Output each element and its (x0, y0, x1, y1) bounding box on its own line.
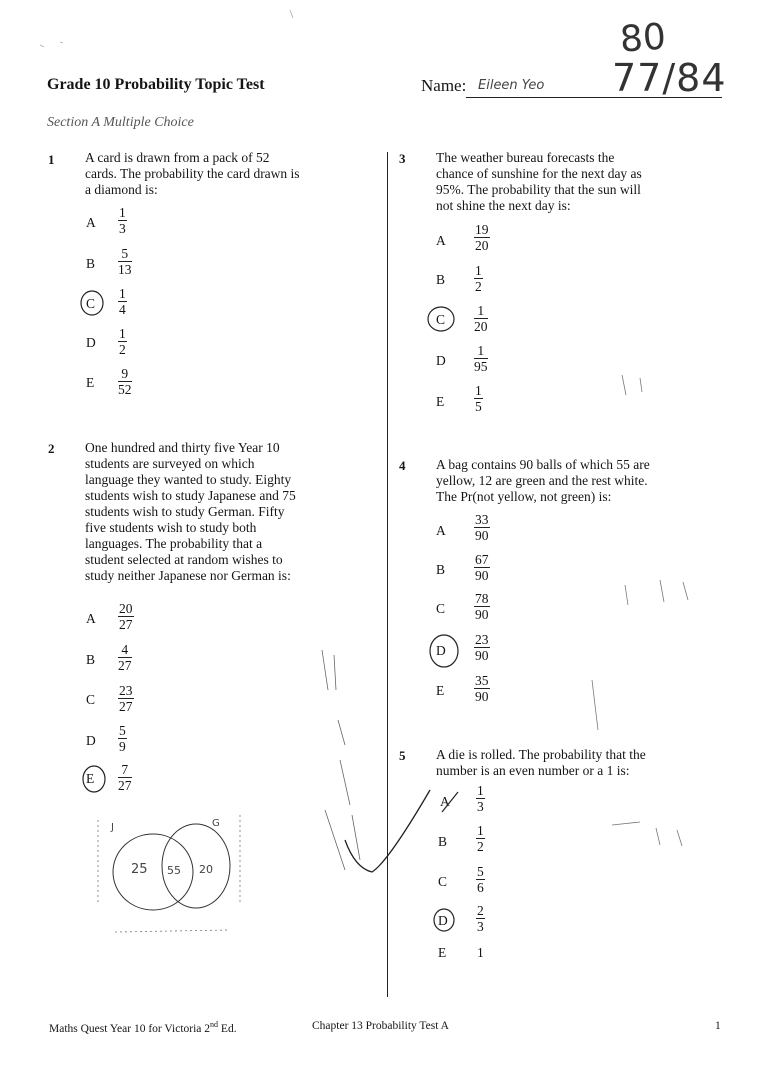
q3-option-a-letter[interactable]: A (436, 233, 446, 248)
q4-option-d-fraction: $\frac{23}{90}$ (475, 632, 489, 663)
q5-option-a-fraction: $\frac{1}{3}$ (477, 783, 484, 814)
score-main: 77/84 (612, 56, 727, 100)
scribble-q4-work (592, 580, 688, 730)
section-heading: Section A Multiple Choice (47, 115, 194, 130)
q5-option-b-fraction: $\frac{1}{2}$ (477, 823, 484, 854)
question-3-number: 3 (399, 151, 406, 166)
q3-option-c-letter[interactable]: C (436, 312, 446, 327)
student-name: Eileen Yeo (478, 78, 545, 93)
q1-option-d-letter[interactable]: D (86, 335, 96, 350)
q3-option-b-fraction: $\frac{1}{2}$ (475, 263, 482, 294)
q4-option-e-letter[interactable]: E (436, 683, 445, 698)
scribble-q2-work (322, 650, 360, 870)
q2-option-a-fraction: $\frac{20}{27}$ (119, 601, 133, 632)
name-label: Name: (421, 76, 467, 95)
q2-option-c-letter[interactable]: C (86, 692, 96, 707)
question-4-text: A bag contains 90 balls of which 55 are yellow, 12 are green and the rest white. The Pr(not yellow, not green) is: (436, 457, 650, 504)
question-3-text: The weather bureau forecasts the chance of sunshine for the next day as 95%. The probability that the sun will not shine the next day is: (436, 150, 642, 213)
q5-option-b-letter[interactable]: B (438, 834, 448, 849)
q3-option-d-letter[interactable]: D (436, 353, 446, 368)
option-a-strike (442, 792, 458, 812)
question-2-number: 2 (48, 441, 55, 456)
venn-circle-left (113, 834, 193, 910)
question-1-text: A card is drawn from a pack of 52 cards. The probability the card drawn is a diamond is: (85, 150, 300, 197)
footer-book: Maths Quest Year 10 for Victoria 2nd Ed. (49, 1020, 237, 1035)
q4-option-b-fraction: $\frac{67}{90}$ (475, 552, 489, 583)
scribble-q5-work (612, 822, 682, 846)
q2-option-b-letter[interactable]: B (86, 652, 96, 667)
question-5-number: 5 (399, 748, 406, 763)
q2-answer-circle (83, 766, 105, 792)
q2-option-d-letter[interactable]: D (86, 733, 96, 748)
q4-option-a-fraction: $\frac{33}{90}$ (475, 512, 489, 543)
footer-chapter: Chapter 13 Probability Test A (312, 1020, 449, 1032)
venn-left-value: 25 (131, 862, 148, 877)
venn-right-label: G (212, 818, 220, 829)
score-top: 80 (618, 16, 668, 61)
q1-answer-circle (81, 291, 103, 315)
venn-left-label: J (111, 822, 114, 833)
q5-option-c-fraction: $\frac{5}{6}$ (477, 864, 484, 895)
test-title: Grade 10 Probability Topic Test (47, 76, 265, 93)
q2-option-e-fraction: $\frac{7}{27}$ (118, 762, 132, 793)
q1-option-a-letter[interactable]: A (86, 215, 96, 230)
venn-middle-value: 55 (167, 864, 181, 877)
q5-option-e-value: 1 (477, 945, 484, 960)
q3-option-b-letter[interactable]: B (436, 272, 446, 287)
q5-option-d-fraction: $\frac{2}{3}$ (477, 903, 484, 934)
q1-option-a-fraction: $\frac{1}{3}$ (119, 205, 126, 236)
venn-box (98, 815, 240, 932)
q2-option-c-fraction: $\frac{23}{27}$ (119, 683, 133, 714)
q4-option-e-fraction: $\frac{35}{90}$ (475, 673, 489, 704)
question-5-text: A die is rolled. The probability that the number is an even number or a 1 is: (436, 747, 646, 778)
question-2-text: One hundred and thirty five Year 10 students are surveyed on which language they wanted to study. Eighty students wish to study Japanese and 75 students wish to study German. Fifty five students wish to study both languages. The probability that a student selected at random wishes to study neither Japanese nor German is: (85, 440, 296, 583)
q2-option-b-fraction: $\frac{4}{27}$ (118, 642, 132, 673)
venn-circle-right (162, 824, 230, 908)
q1-option-e-letter[interactable]: E (86, 375, 95, 390)
q4-option-c-fraction: $\frac{78}{90}$ (475, 591, 489, 622)
q1-option-b-letter[interactable]: B (86, 256, 96, 271)
q2-option-a-letter[interactable]: A (86, 611, 96, 626)
question-1-number: 1 (48, 152, 55, 167)
q4-option-b-letter[interactable]: B (436, 562, 446, 577)
q3-answer-circle (428, 307, 454, 331)
footer-page-number: 1 (715, 1020, 721, 1032)
q3-option-c-fraction: $\frac{1}{20}$ (474, 303, 488, 334)
q1-option-c-fraction: $\frac{1}{4}$ (119, 286, 126, 317)
q5-answer-circle (434, 909, 454, 931)
q5-option-a-letter[interactable]: A (440, 794, 450, 809)
q5-option-e-letter[interactable]: E (438, 945, 447, 960)
q2-option-d-fraction: $\frac{5}{9}$ (119, 723, 126, 754)
venn-right-value: 20 (199, 863, 213, 876)
q1-option-e-fraction: $\frac{9}{52}$ (118, 366, 132, 397)
q5-option-d-letter[interactable]: D (438, 913, 448, 928)
q1-option-c-letter[interactable]: C (86, 296, 96, 311)
q5-option-c-letter[interactable]: C (438, 874, 448, 889)
q4-option-a-letter[interactable]: A (436, 523, 446, 538)
q1-option-d-fraction: $\frac{1}{2}$ (119, 326, 126, 357)
tick-mark (345, 790, 430, 872)
scribble-q3-work (622, 375, 642, 395)
q3-option-d-fraction: $\frac{1}{95}$ (474, 343, 488, 374)
q2-option-e-letter[interactable]: E (86, 771, 95, 786)
q1-option-b-fraction: $\frac{5}{13}$ (118, 246, 132, 277)
q4-option-c-letter[interactable]: C (436, 601, 446, 616)
q3-option-e-letter[interactable]: E (436, 394, 445, 409)
top-stray-marks (40, 10, 293, 47)
q3-option-a-fraction: $\frac{19}{20}$ (475, 222, 489, 253)
question-4-number: 4 (399, 458, 406, 473)
q3-option-e-fraction: $\frac{1}{5}$ (475, 383, 482, 414)
q4-answer-circle (430, 635, 458, 667)
q4-option-d-letter[interactable]: D (436, 643, 446, 658)
